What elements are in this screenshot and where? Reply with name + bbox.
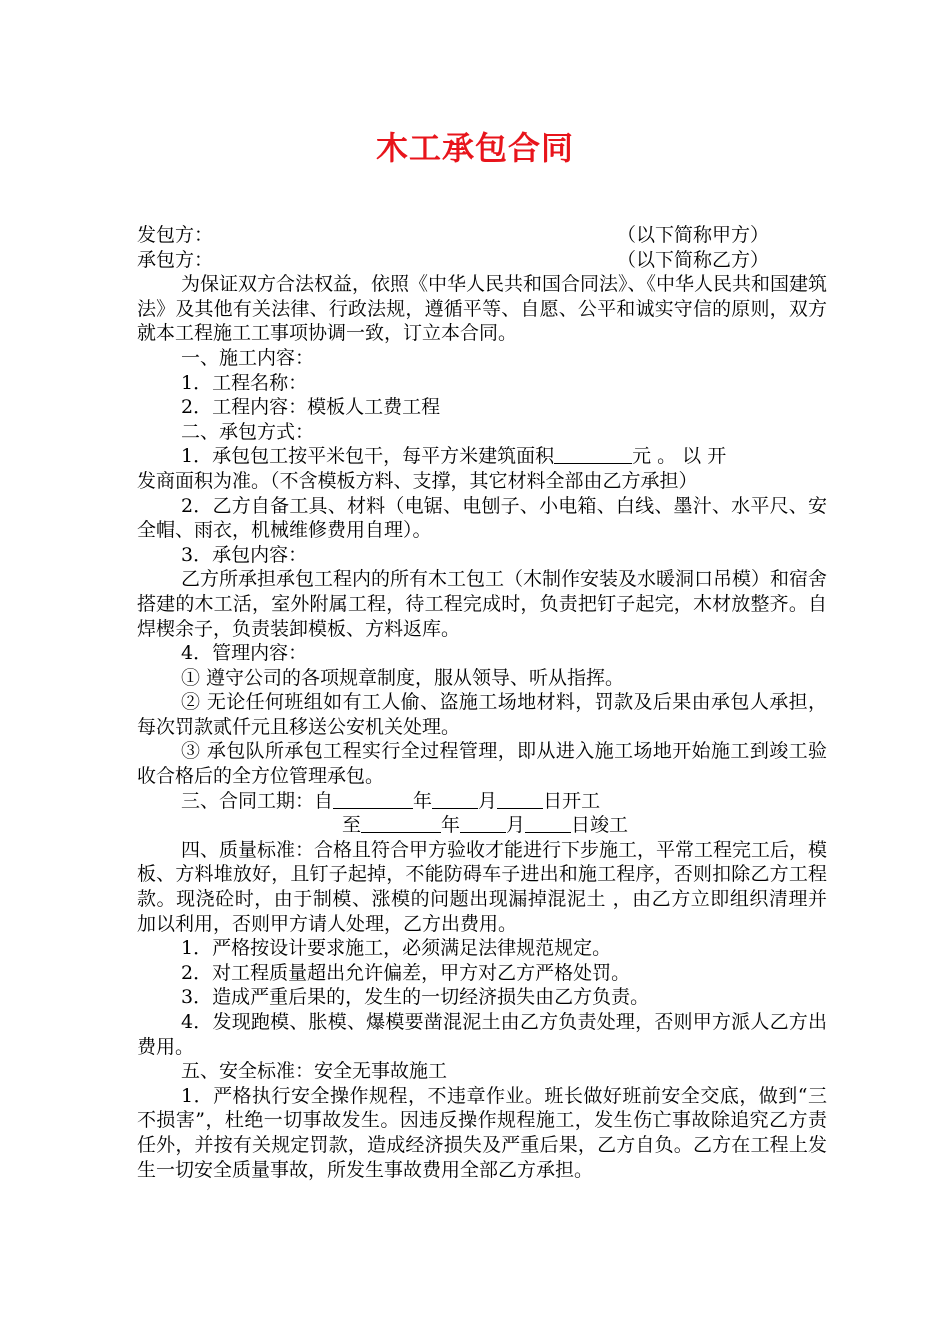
start-month-label: 月 <box>478 789 498 812</box>
party-a-label: 发包方： <box>137 224 214 246</box>
preamble-paragraph: 为保证双方合法权益，依照《中华人民共和国合同法》、《中华人民共和国建筑法》及其他有关法律、行政法规，遵循平等、自愿、公平和诚实守信的原则，双方就本工程施工工事项协调一致，订立本合同。 <box>137 273 828 345</box>
section-3-heading: 三、合同工期： <box>181 789 315 812</box>
start-month-blank <box>432 790 478 809</box>
party-a-line <box>137 223 827 248</box>
document-body <box>137 223 827 1182</box>
end-month-blank <box>460 814 506 833</box>
management-item-2: ② 无论任何班组如有工人偷、盗施工场地材料，罚款及后果由承包人承担，每次罚款贰仟元且移送公安机关处理。 <box>137 691 827 738</box>
party-b-label: 承包方： <box>137 248 214 271</box>
quality-item-4: 4．发现跑模、胀模、爆模要凿混泥土由乙方负责处理，否则甲方派人乙方出费用。 <box>137 1011 827 1058</box>
start-day-label: 日开工 <box>543 789 601 812</box>
management-item-1: ① 遵守公司的各项规章制度，服从领导、听从指挥。 <box>181 666 625 689</box>
safety-item-1: 1．严格执行安全操作规程，不违章作业。班长做好班前安全交底，做到“三不损害”，杜绝一切事故发生。因违反操作规程施工，发生伤亡事故除追究乙方责任外，并按有关规定罚款，造成经济损失及严重后果，乙方自负。乙方在工程上发生一切安全质量事故，所发生事故费用全部乙方承担。 <box>137 1084 827 1181</box>
scope-paragraph: 乙方所承担承包工程内的所有木工包工（木制作安装及水暖洞口吊模）和宿舍搭建的木工活，室外附属工程，待工程完成时，负责把钉子起完，木材放整齐。自焊楔余子，负责装卸模板、方料返库。 <box>137 568 828 640</box>
end-day-label: 日竣工 <box>571 814 629 837</box>
quality-item-1: 1．严格按设计要求施工，必须满足法律规范规定。 <box>181 937 612 960</box>
end-month-label: 月 <box>506 814 526 837</box>
quality-paragraph: 四、质量标准：合格且符合甲方验收才能进行下步施工，平常工程完工后，模板、方料堆放好，且钉子起掉，不能防碍车子进出和施工程序，否则扣除乙方工程款。现浇砼时，由于制模、涨模的问题出现漏掉混泥土 ，由乙方立即组织清理并加以利用，否则甲方请人处理，乙方出费用。 <box>137 838 828 935</box>
unit-price-blank <box>554 445 632 464</box>
end-year-label: 年 <box>441 814 461 837</box>
tools-paragraph: 2．乙方自备工具、材料（电锯、电刨子、小电箱、白线、墨汁、水平尺、安全帽、雨衣，机械维修费用自理）。 <box>137 494 827 542</box>
party-b-line <box>137 248 827 273</box>
end-year-blank <box>361 814 441 833</box>
period-to-label: 至 <box>342 814 362 837</box>
section-2-heading: 二、承包方式： <box>181 420 315 443</box>
party-b-note: （以下简称乙方） <box>617 248 770 271</box>
unit-price-unit: 元 。 以 开 <box>632 445 727 468</box>
area-basis-line: 发商面积为准。（不含模板方料、支撑，其它材料全部由乙方承担） <box>137 469 698 492</box>
scope-heading: 3．承包内容： <box>181 543 308 566</box>
end-day-blank <box>525 814 571 833</box>
document-title: 木工承包合同 <box>375 129 574 167</box>
quality-item-2: 2．对工程质量超出允许偏差，甲方对乙方严格处罚。 <box>181 961 631 984</box>
contract-period-start-line <box>137 789 827 814</box>
unit-price-text: 1．承包包工按平米包干，每平方米建筑面积 <box>181 445 555 468</box>
start-year-blank <box>333 790 413 809</box>
project-content-line: 2．工程内容：模板人工费工程 <box>181 396 441 419</box>
section-5-heading: 五、安全标准：安全无事故施工 <box>181 1060 448 1083</box>
section-1-heading: 一、施工内容： <box>181 346 315 369</box>
period-from-label: 自 <box>314 789 334 812</box>
start-year-label: 年 <box>413 789 433 812</box>
unit-price-line <box>137 444 827 469</box>
contract-period-end-line <box>137 813 827 838</box>
project-name-line: 1．工程名称： <box>181 371 308 394</box>
party-a-note: （以下简称甲方） <box>617 224 770 246</box>
quality-item-3: 3．造成严重后果的，发生的一切经济损失由乙方负责。 <box>181 986 650 1009</box>
management-heading: 4．管理内容： <box>181 642 308 665</box>
management-item-3: ③ 承包队所承包工程实行全过程管理，即从进入施工场地开始施工到竣工验收合格后的全方位管理承包。 <box>137 740 827 788</box>
start-day-blank <box>497 790 543 809</box>
